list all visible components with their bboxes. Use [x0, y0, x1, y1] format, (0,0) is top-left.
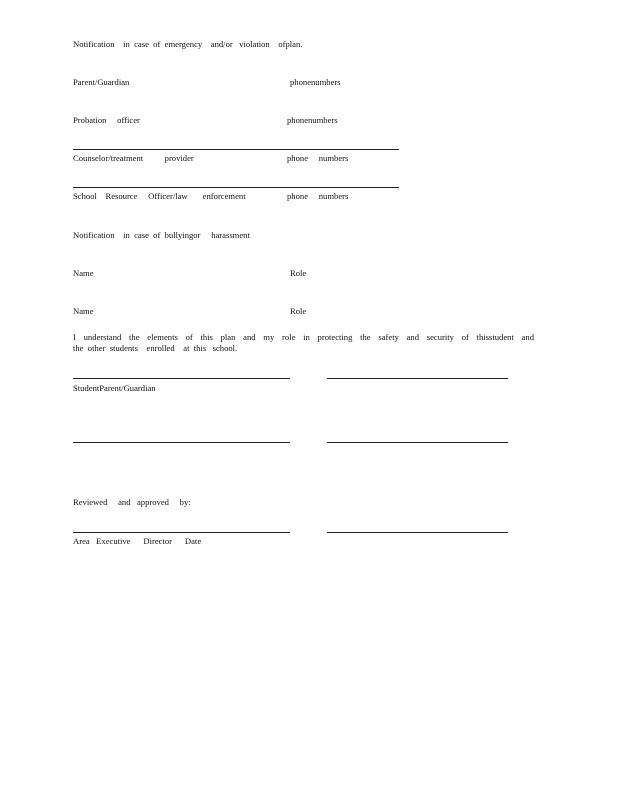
emergency-notification-heading: Notification in case of emergency and/or violation ofplan. [73, 39, 303, 49]
agreement-paragraph [73, 332, 534, 354]
school-resource-officer-label: School Resource Officer/law enforcement [73, 191, 246, 201]
parent-guardian-label: Parent/Guardian [73, 77, 130, 87]
reviewed-approved-heading: Reviewed and approved by: [73, 497, 191, 507]
name-label-2: Name [73, 306, 94, 316]
probation-phone-label: phonenumbers [287, 115, 338, 125]
second-signature-line [73, 442, 290, 443]
area-executive-director-date-label: Area Executive Director Date [73, 536, 202, 546]
agreement-line-2: the other students enrolled at this school. [73, 343, 238, 353]
sro-phone-label: phone numbers [287, 191, 349, 201]
counselor-entry-line [73, 149, 399, 150]
probation-officer-label: Probation officer [73, 115, 140, 125]
role-label-1: Role [290, 268, 307, 278]
agreement-line-1: I understand the elements of this plan and my role in protecting the safety and security of thisstudent and [73, 332, 534, 342]
executive-signature-line [73, 532, 290, 533]
name-label-1: Name [73, 268, 94, 278]
student-signature-line [73, 378, 290, 379]
counselor-phone-label: phone numbers [287, 153, 349, 163]
student-parent-guardian-label: StudentParent/Guardian [73, 383, 156, 393]
role-label-2: Role [290, 306, 307, 316]
bullying-notification-heading: Notification in case of bullyingor harassment [73, 230, 250, 240]
parent-guardian-phone-label: phonenumbers [290, 77, 341, 87]
student-date-line [327, 378, 508, 379]
sro-entry-line [73, 187, 399, 188]
second-date-line [327, 442, 508, 443]
executive-date-line [327, 532, 508, 533]
counselor-treatment-label: Counselor/treatment provider [73, 153, 194, 163]
